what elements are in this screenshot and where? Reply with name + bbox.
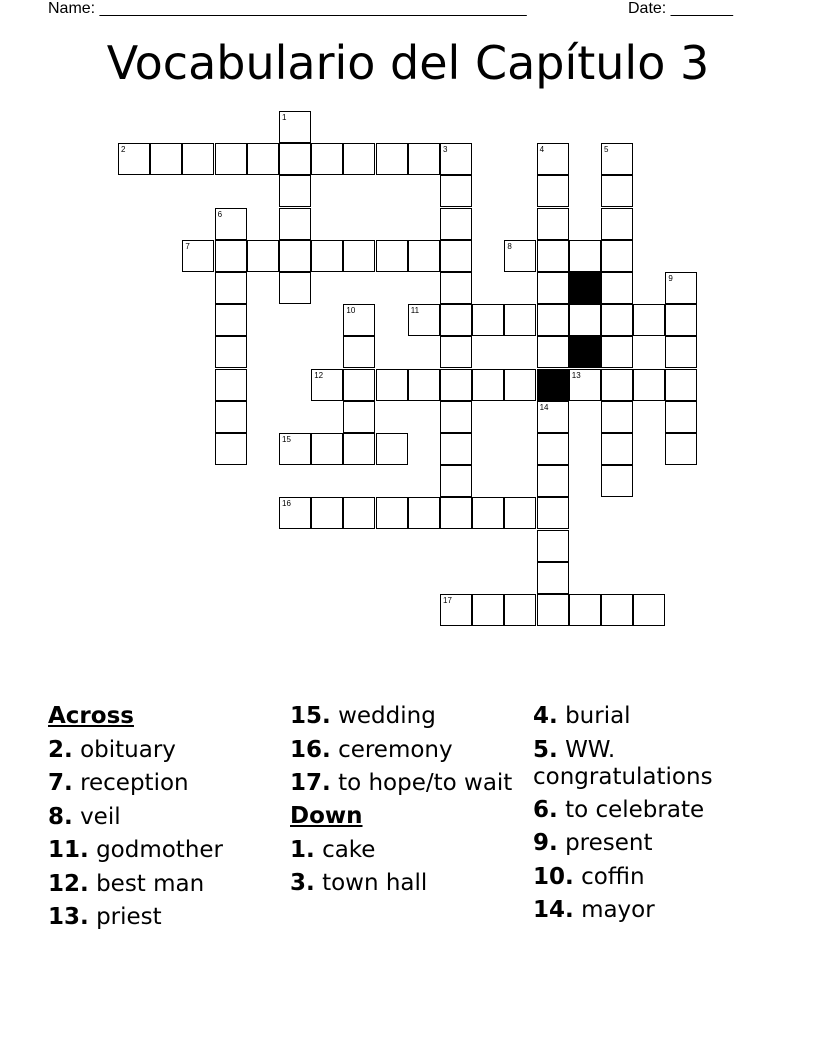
grid-cell[interactable]: [408, 369, 440, 401]
grid-block: [537, 369, 569, 401]
clues-column-2: [290, 700, 520, 901]
grid-cell[interactable]: [504, 240, 536, 272]
date-line: Date: _______: [628, 0, 733, 17]
cell-number: 3: [443, 145, 448, 155]
cell-number: 6: [217, 209, 223, 219]
grid-cell[interactable]: [247, 143, 279, 175]
grid-cell[interactable]: [343, 240, 375, 272]
grid-cell[interactable]: [376, 143, 408, 175]
name-line: Name: ________________________________________________: [48, 0, 527, 17]
grid-cell[interactable]: [633, 304, 665, 336]
grid-cell[interactable]: [343, 401, 375, 433]
cell-number: 17: [443, 596, 452, 605]
grid-cell[interactable]: [440, 336, 472, 368]
grid-cell[interactable]: [279, 272, 311, 304]
clues-column-1: [48, 700, 293, 935]
grid-cell[interactable]: [440, 433, 472, 465]
grid-cell[interactable]: [504, 304, 536, 336]
grid-cell[interactable]: [311, 143, 343, 175]
grid-cell[interactable]: [408, 304, 440, 336]
across-heading: Across: [48, 703, 134, 729]
grid-cell[interactable]: [472, 497, 504, 529]
grid-cell[interactable]: [537, 240, 569, 272]
grid-cell[interactable]: [343, 304, 375, 336]
grid-cell[interactable]: [537, 401, 569, 433]
grid-cell[interactable]: [601, 433, 633, 465]
cell-number: 14: [539, 402, 549, 412]
grid-cell[interactable]: [633, 594, 665, 626]
grid-cell[interactable]: [408, 497, 440, 529]
grid-cell[interactable]: [343, 433, 375, 465]
grid-cell[interactable]: [569, 240, 601, 272]
grid-cell[interactable]: [601, 240, 633, 272]
grid-cell[interactable]: [408, 240, 440, 272]
clue-down-3: 3. town hall: [290, 870, 428, 896]
grid-cell[interactable]: [472, 594, 504, 626]
grid-cell[interactable]: [504, 594, 536, 626]
clue-down-4: 4. burial: [533, 703, 631, 729]
grid-cell[interactable]: [440, 240, 472, 272]
grid-cell[interactable]: [279, 433, 311, 465]
grid-cell[interactable]: [440, 272, 472, 304]
grid-cell[interactable]: [665, 401, 697, 433]
grid-cell[interactable]: [537, 272, 569, 304]
grid-cell[interactable]: [665, 304, 697, 336]
clue-across-17: 17. to hope/to wait: [290, 770, 513, 796]
clue-down-5: 5. WW. congratulations: [533, 736, 713, 790]
grid-cell[interactable]: [215, 240, 247, 272]
cell-number: 4: [539, 145, 545, 155]
clue-across-2: 2. obituary: [48, 736, 176, 763]
grid-cell[interactable]: [440, 401, 472, 433]
clue-down-14: 14. mayor: [533, 897, 655, 923]
grid-cell[interactable]: [215, 433, 247, 465]
grid-cell[interactable]: [215, 336, 247, 368]
clue-down-9: 9. present: [533, 830, 653, 856]
grid-cell[interactable]: [569, 594, 601, 626]
grid-cell[interactable]: [215, 272, 247, 304]
grid-cell[interactable]: [537, 175, 569, 207]
grid-cell[interactable]: [343, 369, 375, 401]
grid-cell[interactable]: [376, 369, 408, 401]
cell-number: 8: [507, 241, 512, 251]
clue-down-6: 6. to celebrate: [533, 796, 705, 823]
cell-number: 1: [282, 113, 287, 122]
grid-cell[interactable]: [408, 143, 440, 175]
grid-cell[interactable]: [440, 304, 472, 336]
grid-cell[interactable]: [537, 530, 569, 562]
grid-cell[interactable]: [440, 369, 472, 401]
grid-cell[interactable]: [665, 336, 697, 368]
clues-column-3: [533, 700, 773, 928]
clue-across-8: 8. veil: [48, 803, 121, 830]
grid-cell[interactable]: [537, 336, 569, 368]
cell-number: 16: [282, 499, 291, 509]
grid-cell[interactable]: [537, 465, 569, 497]
grid-block: [569, 336, 601, 368]
grid-cell[interactable]: [537, 594, 569, 626]
grid-cell[interactable]: [665, 433, 697, 465]
grid-cell[interactable]: [440, 497, 472, 529]
grid-cell[interactable]: [569, 304, 601, 336]
grid-cell[interactable]: [343, 497, 375, 529]
grid-cell[interactable]: [537, 497, 569, 529]
grid-cell[interactable]: [279, 111, 311, 143]
grid-cell[interactable]: [311, 433, 343, 465]
grid-cell[interactable]: [215, 208, 247, 240]
grid-cell[interactable]: [215, 369, 247, 401]
grid-cell[interactable]: [118, 143, 150, 175]
grid-cell[interactable]: [472, 304, 504, 336]
grid-cell[interactable]: [569, 369, 601, 401]
grid-cell[interactable]: [279, 240, 311, 272]
cell-number: 7: [185, 241, 190, 251]
grid-cell[interactable]: [150, 143, 182, 175]
grid-cell[interactable]: [472, 369, 504, 401]
page-title: Vocabulario del Capítulo 3: [106, 36, 710, 90]
grid-cell[interactable]: [601, 272, 633, 304]
grid-cell[interactable]: [440, 208, 472, 240]
grid-cell[interactable]: [343, 336, 375, 368]
grid-cell[interactable]: [215, 143, 247, 175]
grid-cell[interactable]: [440, 465, 472, 497]
grid-cell[interactable]: [311, 497, 343, 529]
grid-cell[interactable]: [376, 497, 408, 529]
grid-cell[interactable]: [601, 143, 633, 175]
grid-cell[interactable]: [504, 369, 536, 401]
clue-across-13: 13. priest: [48, 904, 162, 930]
cell-number: 13: [571, 370, 581, 380]
grid-cell[interactable]: [537, 208, 569, 240]
clue-across-16: 16. ceremony: [290, 736, 453, 763]
grid-cell[interactable]: [665, 272, 697, 304]
grid-cell[interactable]: [633, 369, 665, 401]
grid-cell[interactable]: [601, 304, 633, 336]
grid-cell[interactable]: [343, 143, 375, 175]
grid-cell[interactable]: [279, 175, 311, 207]
cell-number: 12: [314, 370, 324, 380]
cell-number: 10: [346, 306, 356, 316]
grid-cell[interactable]: [279, 497, 311, 529]
grid-cell[interactable]: [601, 336, 633, 368]
grid-cell[interactable]: [440, 143, 472, 175]
grid-cell[interactable]: [376, 240, 408, 272]
grid-cell[interactable]: [537, 304, 569, 336]
grid-cell[interactable]: [601, 175, 633, 207]
clue-across-11: 11. godmother: [48, 837, 224, 863]
grid-cell[interactable]: [601, 208, 633, 240]
clue-down-1: 1. cake: [290, 836, 376, 863]
grid-cell[interactable]: [311, 240, 343, 272]
grid-cell[interactable]: [279, 208, 311, 240]
grid-cell[interactable]: [440, 594, 472, 626]
grid-cell[interactable]: [601, 594, 633, 626]
grid-cell[interactable]: [537, 562, 569, 594]
cell-number: 11: [410, 306, 420, 316]
grid-cell[interactable]: [247, 240, 279, 272]
grid-cell[interactable]: [601, 401, 633, 433]
grid-cell[interactable]: [504, 497, 536, 529]
cell-number: 2: [121, 145, 126, 155]
grid-cell[interactable]: [215, 401, 247, 433]
grid-cell[interactable]: [537, 433, 569, 465]
clue-across-15: 15. wedding: [290, 703, 436, 729]
down-heading: Down: [290, 803, 363, 829]
grid-cell[interactable]: [601, 465, 633, 497]
grid-cell[interactable]: [440, 175, 472, 207]
grid-cell[interactable]: [376, 433, 408, 465]
clue-across-12: 12. best man: [48, 870, 205, 897]
grid-block: [569, 272, 601, 304]
grid-cell[interactable]: [601, 369, 633, 401]
grid-cell[interactable]: [182, 240, 214, 272]
grid-cell[interactable]: [279, 143, 311, 175]
cell-number: 5: [604, 145, 609, 155]
grid-cell[interactable]: [215, 304, 247, 336]
grid-cell[interactable]: [311, 369, 343, 401]
grid-cell[interactable]: [537, 143, 569, 175]
cell-number: 9: [668, 274, 673, 283]
grid-cell[interactable]: [665, 369, 697, 401]
cell-number: 15: [282, 435, 291, 444]
clue-across-7: 7. reception: [48, 770, 189, 796]
grid-cell[interactable]: [182, 143, 214, 175]
clue-down-10: 10. coffin: [533, 863, 645, 890]
